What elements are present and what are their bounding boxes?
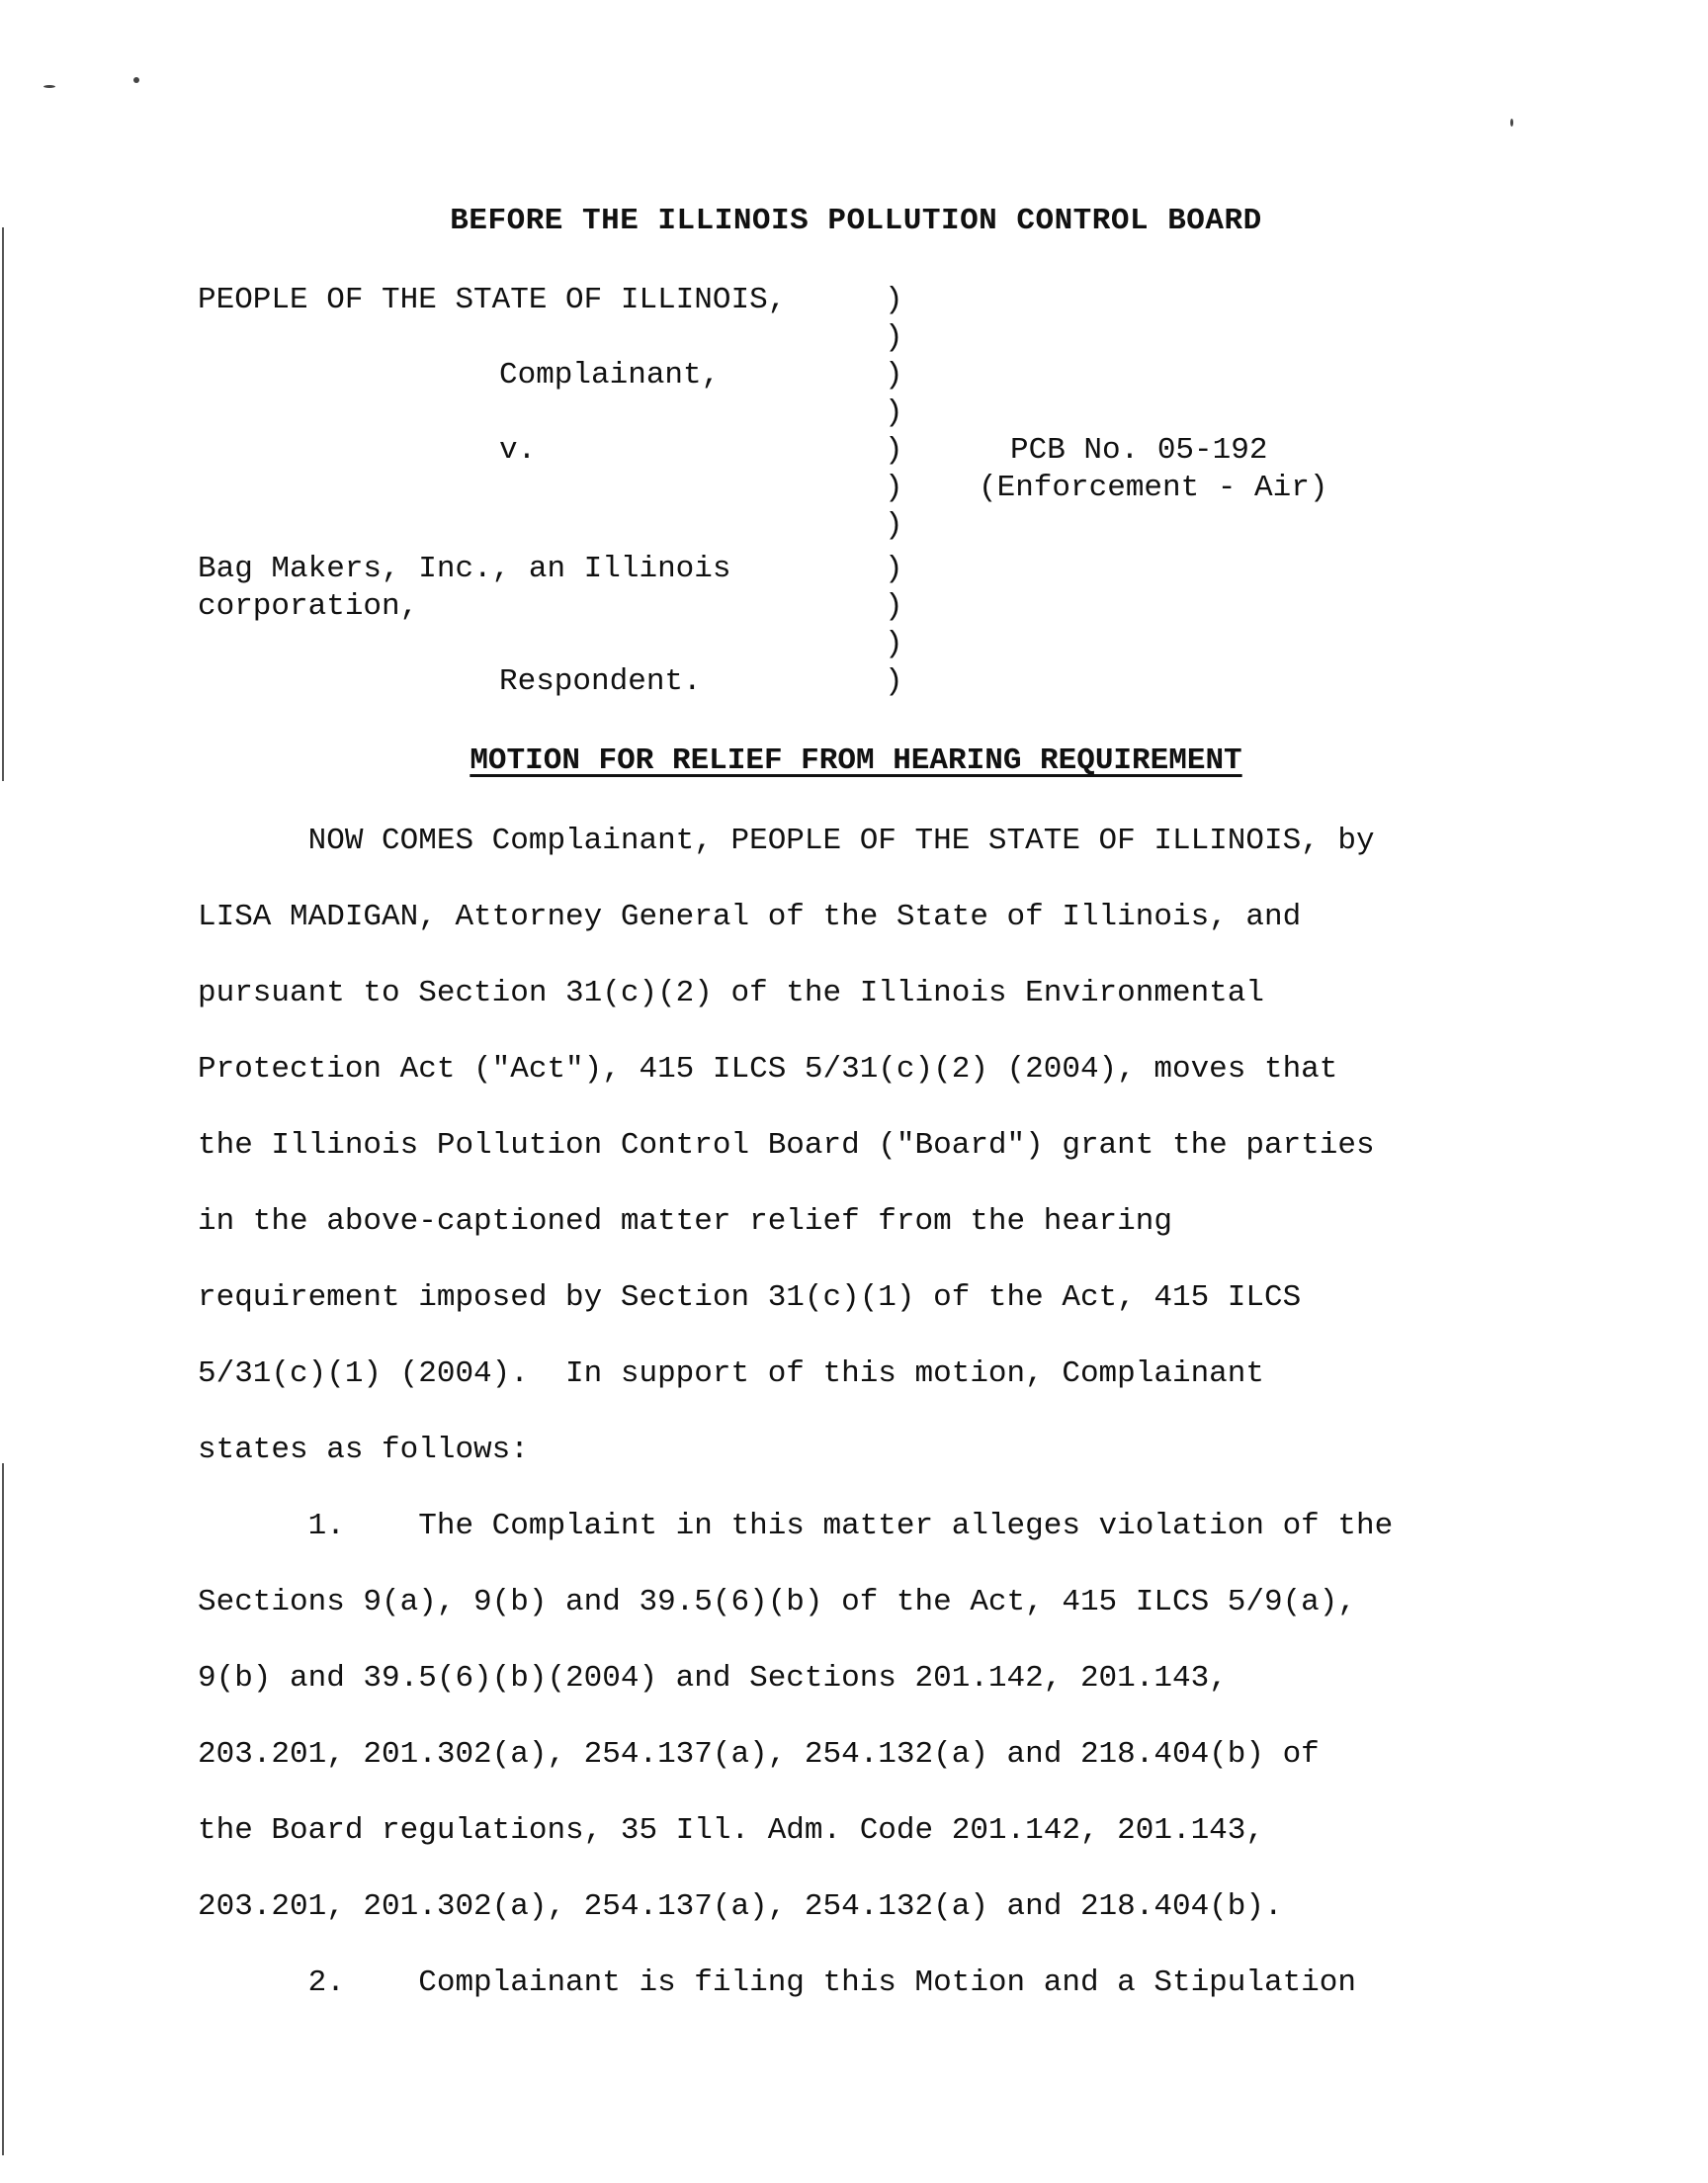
versus-label: v. — [499, 433, 537, 468]
complainant-name: PEOPLE OF THE STATE OF ILLINOIS, — [198, 283, 787, 317]
scan-edge-line — [2, 227, 4, 781]
caption-paren: ) — [885, 627, 903, 661]
body-line: NOW COMES Complainant, PEOPLE OF THE STATE OF ILLINOIS, by — [198, 824, 1375, 858]
scan-speck — [1510, 119, 1513, 127]
body-line: 5/31(c)(1) (2004). In support of this motion, Complainant — [198, 1356, 1264, 1391]
caption-paren: ) — [885, 589, 903, 624]
court-title: BEFORE THE ILLINOIS POLLUTION CONTROL BOARD — [450, 204, 1262, 238]
body-line: the Illinois Pollution Control Board ("Board") grant the parties — [198, 1128, 1375, 1163]
complainant-role: Complainant, — [499, 358, 721, 393]
case-number: PCB No. 05-192 — [1010, 433, 1268, 468]
scan-edge-line — [2, 1463, 4, 2155]
body-line: pursuant to Section 31(c)(2) of the Illinois Environmental — [198, 976, 1264, 1010]
caption-paren: ) — [885, 320, 903, 355]
body-line: the Board regulations, 35 Ill. Adm. Code 201.142, 201.143, — [198, 1813, 1264, 1848]
motion-title: MOTION FOR RELIEF FROM HEARING REQUIREMENT — [470, 743, 1242, 778]
body-line: states as follows: — [198, 1433, 529, 1467]
caption-paren: ) — [885, 471, 903, 505]
caption-paren: ) — [885, 358, 903, 393]
body-line: requirement imposed by Section 31(c)(1) of the Act, 415 ILCS — [198, 1280, 1302, 1315]
respondent-name-line1: Bag Makers, Inc., an Illinois — [198, 552, 731, 586]
scan-speck — [133, 77, 139, 83]
body-line: 203.201, 201.302(a), 254.137(a), 254.132(a) and 218.404(b). — [198, 1889, 1283, 1924]
caption-paren: ) — [885, 395, 903, 430]
caption-paren: ) — [885, 283, 903, 317]
body-line: LISA MADIGAN, Attorney General of the State of Illinois, and — [198, 900, 1302, 934]
body-line: 203.201, 201.302(a), 254.137(a), 254.132(a) and 218.404(b) of — [198, 1737, 1320, 1772]
respondent-name-line2: corporation, — [198, 589, 419, 624]
body-line: 2. Complainant is filing this Motion and a Stipulation — [198, 1965, 1356, 2000]
scan-speck — [43, 85, 55, 88]
respondent-role: Respondent. — [499, 664, 702, 699]
body-line: Sections 9(a), 9(b) and 39.5(6)(b) of the Act, 415 ILCS 5/9(a), — [198, 1585, 1356, 1619]
caption-paren: ) — [885, 433, 903, 468]
case-type: (Enforcement - Air) — [979, 471, 1328, 505]
caption-paren: ) — [885, 508, 903, 543]
body-line: in the above-captioned matter relief from the hearing — [198, 1204, 1172, 1239]
body-line: 1. The Complaint in this matter alleges violation of the — [198, 1509, 1394, 1543]
body-line: Protection Act ("Act"), 415 ILCS 5/31(c)(2) (2004), moves that — [198, 1052, 1338, 1087]
caption-paren: ) — [885, 664, 903, 699]
caption-paren: ) — [885, 552, 903, 586]
body-line: 9(b) and 39.5(6)(b)(2004) and Sections 201.142, 201.143, — [198, 1661, 1228, 1696]
